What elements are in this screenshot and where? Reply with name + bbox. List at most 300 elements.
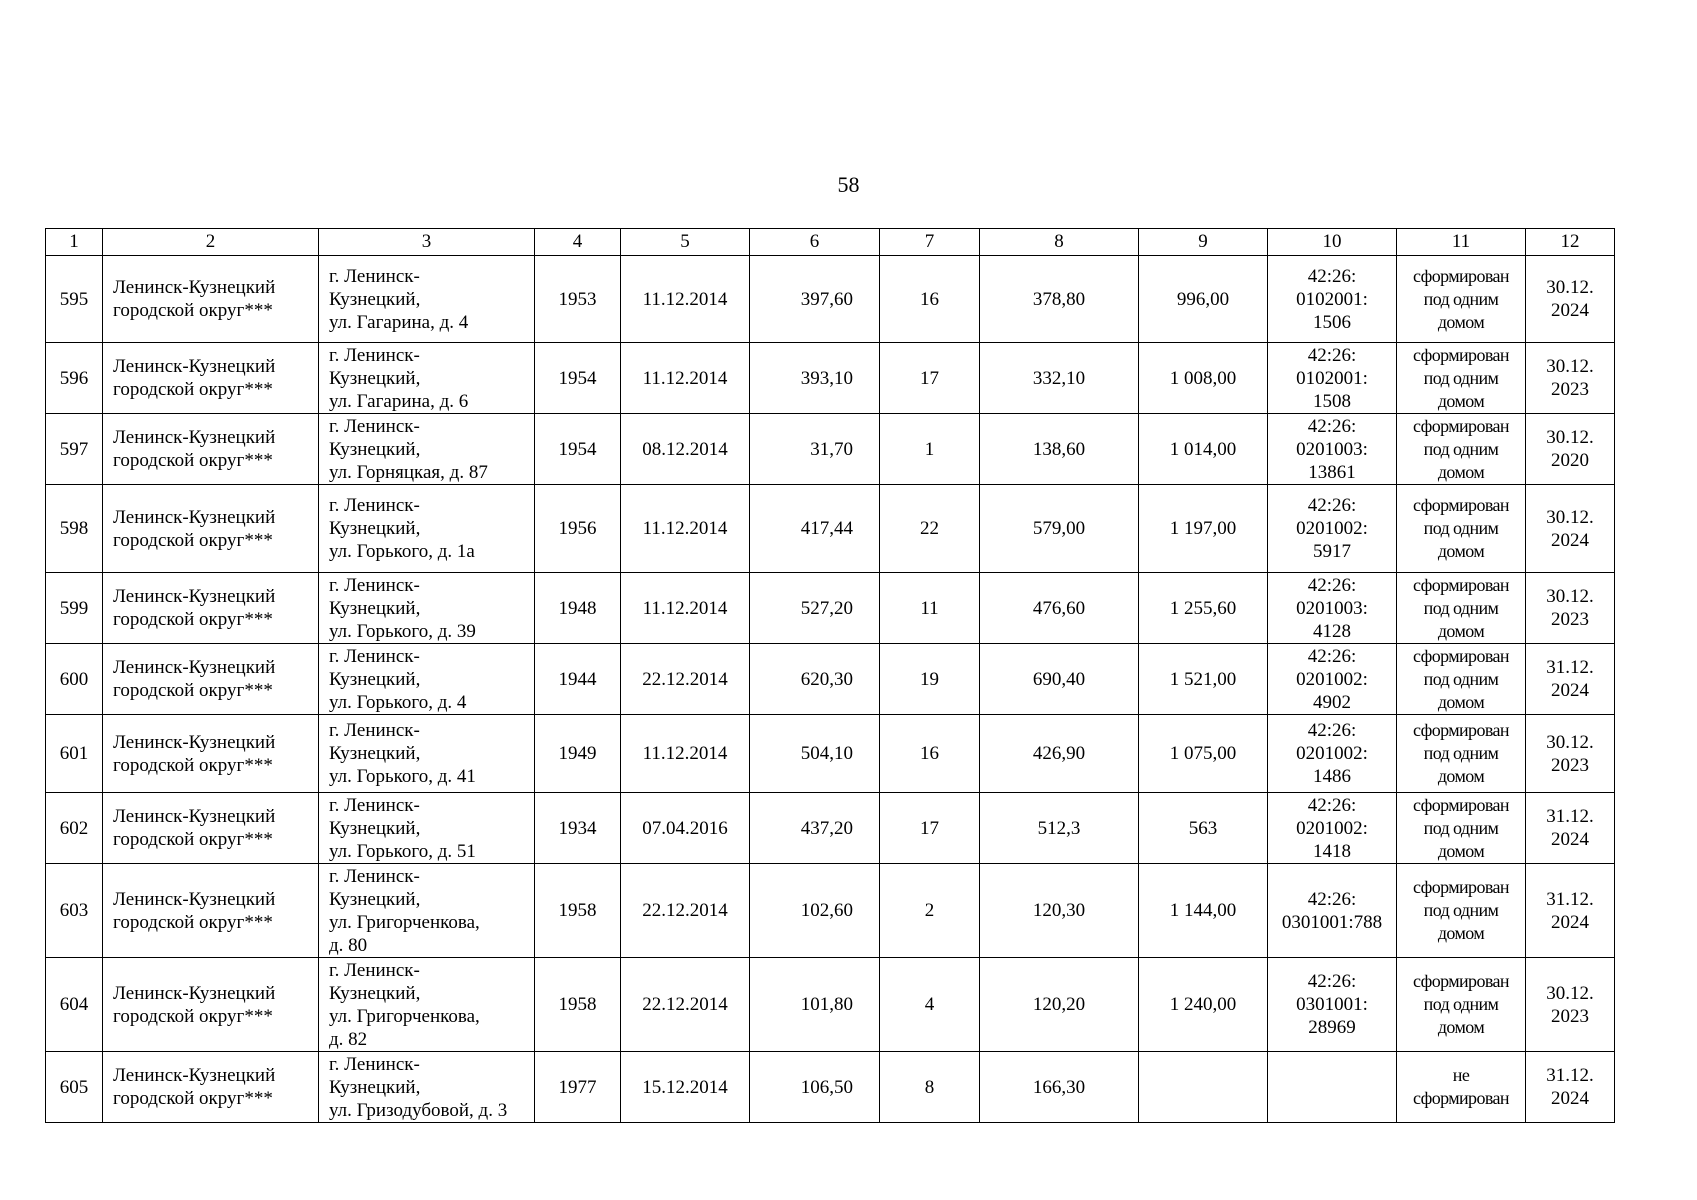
- land-status-cell: [1397, 864, 1526, 958]
- cell-text: 1954: [558, 367, 597, 389]
- cell-text: 17: [920, 367, 939, 389]
- column-number: 6: [750, 229, 880, 256]
- cell-line: под одним: [1423, 367, 1499, 388]
- cell-text: 166,30: [1032, 1076, 1086, 1098]
- cell-text: 604: [59, 994, 89, 1015]
- cell-text: 4: [924, 994, 935, 1015]
- address-cell: [319, 958, 535, 1052]
- cell-text: 1949: [558, 743, 597, 764]
- residents-cell: [880, 1052, 980, 1123]
- cell-line: 0102001:: [1296, 288, 1368, 310]
- area-cell: [750, 573, 880, 644]
- cell-line: под одним: [1423, 994, 1499, 1014]
- cell-line: Кузнецкий,: [329, 438, 421, 460]
- cell-text: 07.04.2016: [642, 817, 728, 839]
- cadastral-number-cell: [1268, 256, 1397, 343]
- municipality-cell: [103, 414, 319, 485]
- cell-line: ул. Григорченкова,: [329, 1005, 480, 1027]
- row-number-cell: [46, 958, 103, 1052]
- cadastral-number-cell: [1268, 414, 1397, 485]
- cell-line: г. Ленинск-: [329, 645, 420, 667]
- date-cell: [621, 573, 750, 644]
- cell-line: 4128: [1313, 620, 1351, 642]
- area2-cell: [980, 1052, 1139, 1123]
- cell-text: 601: [59, 743, 89, 764]
- cell-text: 1944: [558, 668, 597, 690]
- cell-line: 30.12.: [1546, 277, 1594, 298]
- table-row: [46, 256, 1615, 343]
- cell-line: сформирован: [1413, 574, 1509, 595]
- cadastral-number-cell: [1268, 715, 1397, 793]
- cell-text: 1977: [558, 1076, 597, 1098]
- area2-cell: [980, 485, 1139, 573]
- deadline-cell: [1526, 864, 1615, 958]
- cell-line: 2020: [1551, 450, 1589, 471]
- year-cell: [535, 644, 621, 715]
- year-cell: [535, 485, 621, 573]
- cell-line: под одним: [1423, 597, 1499, 618]
- cell-line: 2024: [1551, 911, 1589, 933]
- cell-line: 31.12.: [1546, 657, 1594, 678]
- cell-text: 11.12.2014: [642, 597, 728, 619]
- cell-text: 605: [59, 1076, 89, 1098]
- cell-text: 504,10: [800, 743, 853, 764]
- cell-line: 30.12.: [1546, 427, 1594, 448]
- area-cell: [750, 414, 880, 485]
- cell-line: ул. Горького, д. 39: [329, 620, 476, 642]
- cell-line: Ленинск-Кузнецкий: [113, 982, 276, 1004]
- address-cell: [319, 644, 535, 715]
- cell-line: сформирован: [1413, 971, 1509, 991]
- cell-line: домом: [1437, 766, 1485, 786]
- date-cell: [621, 715, 750, 793]
- cell-line: домом: [1437, 691, 1485, 712]
- land-status-cell: [1397, 1052, 1526, 1123]
- cell-line: Кузнецкий,: [329, 888, 421, 910]
- column-number: 1: [46, 229, 103, 256]
- cell-line: под одним: [1423, 743, 1499, 763]
- cell-line: Кузнецкий,: [329, 668, 421, 690]
- cell-line: ул. Гризодубовой, д. 3: [329, 1099, 508, 1121]
- cell-line: ул. Горького, д. 41: [329, 766, 476, 787]
- cell-text: 1953: [558, 288, 597, 310]
- land-area-cell: [1139, 958, 1268, 1052]
- cell-line: городской округ***: [113, 911, 273, 933]
- area2-cell: [980, 864, 1139, 958]
- cell-text: 11.12.2014: [642, 518, 728, 539]
- cell-line: г. Ленинск-: [329, 794, 420, 816]
- area-cell: [750, 864, 880, 958]
- area2-cell: [980, 343, 1139, 414]
- column-number: 4: [535, 229, 621, 256]
- cell-line: 0201003:: [1296, 438, 1368, 460]
- cell-line: городской округ***: [113, 1088, 273, 1109]
- cell-line: сформирован: [1413, 495, 1509, 515]
- cell-text: 417,44: [800, 518, 853, 539]
- cell-line: ул. Горького, д. 4: [329, 691, 467, 713]
- residents-cell: [880, 715, 980, 793]
- cell-text: 1 240,00: [1169, 994, 1237, 1015]
- cell-text: 22.12.2014: [642, 668, 728, 690]
- cell-line: г. Ленинск-: [329, 265, 420, 287]
- cell-line: 0201002:: [1296, 817, 1368, 839]
- cell-line: 2024: [1551, 300, 1589, 321]
- cell-text: 1 144,00: [1169, 900, 1237, 921]
- land-area-cell: [1139, 1052, 1268, 1123]
- land-area-cell: [1139, 793, 1268, 864]
- deadline-cell: [1526, 256, 1615, 343]
- table-row: [46, 343, 1615, 414]
- cell-text: 437,20: [800, 817, 853, 839]
- cell-line: домом: [1437, 461, 1485, 482]
- column-number: 5: [621, 229, 750, 256]
- cell-line: 30.12.: [1546, 731, 1594, 753]
- area-cell: [750, 485, 880, 573]
- cell-text: 22.12.2014: [642, 994, 728, 1015]
- row-number-cell: [46, 573, 103, 644]
- cell-text: 120,20: [1032, 994, 1086, 1015]
- cell-line: г. Ленинск-: [329, 959, 420, 981]
- deadline-cell: [1526, 958, 1615, 1052]
- land-status-cell: [1397, 958, 1526, 1052]
- cell-text: 600: [59, 668, 89, 690]
- cell-line: Кузнецкий,: [329, 518, 421, 539]
- cell-line: сформирован: [1413, 1088, 1509, 1108]
- cell-line: Кузнецкий,: [329, 597, 421, 619]
- cell-text: 620,30: [800, 668, 853, 690]
- deadline-cell: [1526, 485, 1615, 573]
- cell-line: г. Ленинск-: [329, 1053, 420, 1075]
- deadline-cell: [1526, 715, 1615, 793]
- year-cell: [535, 573, 621, 644]
- cell-text: 1948: [558, 597, 597, 619]
- land-status-cell: [1397, 644, 1526, 715]
- cell-line: ул. Горького, д. 1а: [329, 541, 475, 562]
- date-cell: [621, 256, 750, 343]
- area-cell: [750, 793, 880, 864]
- cell-text: 15.12.2014: [642, 1076, 728, 1098]
- cadastral-number-cell: [1268, 485, 1397, 573]
- cell-line: 2024: [1551, 529, 1589, 551]
- cell-text: 1 521,00: [1169, 668, 1237, 690]
- cell-line: ул. Гагарина, д. 4: [329, 311, 469, 333]
- land-status-cell: [1397, 256, 1526, 343]
- address-cell: [319, 715, 535, 793]
- cell-line: 2024: [1551, 829, 1589, 850]
- cell-line: 42:26:: [1307, 645, 1357, 667]
- area2-cell: [980, 573, 1139, 644]
- cell-text: 1 014,00: [1169, 438, 1237, 460]
- cell-text: 597: [59, 438, 89, 460]
- deadline-cell: [1526, 1052, 1615, 1123]
- residents-cell: [880, 256, 980, 343]
- cell-line: городской округ***: [113, 754, 273, 776]
- cell-line: Кузнецкий,: [329, 288, 421, 310]
- cell-text: 426,90: [1032, 743, 1086, 764]
- cell-line: ул. Гагарина, д. 6: [329, 390, 469, 412]
- table-row: [46, 1052, 1615, 1123]
- address-cell: [319, 573, 535, 644]
- cell-line: 42:26:: [1307, 720, 1357, 741]
- cell-line: городской округ***: [113, 450, 273, 471]
- area-cell: [750, 958, 880, 1052]
- cell-line: д. 82: [329, 1028, 368, 1050]
- table-row: [46, 958, 1615, 1052]
- municipality-cell: [103, 958, 319, 1052]
- table-row: [46, 414, 1615, 485]
- cell-line: Ленинск-Кузнецкий: [113, 1065, 276, 1086]
- year-cell: [535, 958, 621, 1052]
- cell-text: 1956: [558, 518, 597, 539]
- cadastral-number-cell: [1268, 343, 1397, 414]
- cell-text: 595: [59, 288, 89, 310]
- cell-line: г. Ленинск-: [329, 865, 420, 887]
- cell-line: сформирован: [1413, 265, 1509, 286]
- cell-text: 563: [1188, 817, 1218, 839]
- cell-line: д. 80: [329, 934, 368, 956]
- deadline-cell: [1526, 644, 1615, 715]
- cell-line: 0201002:: [1296, 518, 1368, 539]
- cell-text: 16: [920, 743, 939, 764]
- cell-line: 42:26:: [1307, 415, 1357, 437]
- cell-text: 1 255,60: [1169, 597, 1237, 619]
- address-cell: [319, 414, 535, 485]
- cell-line: городской округ***: [113, 379, 273, 400]
- row-number-cell: [46, 414, 103, 485]
- area-cell: [750, 256, 880, 343]
- cell-line: ул. Григорченкова,: [329, 911, 480, 933]
- cell-line: 1486: [1313, 766, 1351, 787]
- cell-line: 0201003:: [1296, 597, 1368, 619]
- column-number: 2: [103, 229, 319, 256]
- year-cell: [535, 414, 621, 485]
- row-number-cell: [46, 1052, 103, 1123]
- cell-text: 1958: [558, 900, 597, 921]
- land-area-cell: [1139, 256, 1268, 343]
- deadline-cell: [1526, 793, 1615, 864]
- cell-line: 2023: [1551, 754, 1589, 776]
- cell-text: 393,10: [800, 367, 853, 389]
- cell-line: под одним: [1423, 438, 1499, 459]
- deadline-cell: [1526, 573, 1615, 644]
- cell-line: Ленинск-Кузнецкий: [113, 888, 276, 910]
- year-cell: [535, 864, 621, 958]
- cell-text: 996,00: [1176, 288, 1230, 310]
- cell-line: 0201002:: [1296, 743, 1368, 764]
- cell-text: 599: [59, 597, 89, 619]
- cell-line: 2024: [1551, 1088, 1589, 1109]
- cell-text: 22.12.2014: [642, 900, 728, 921]
- cell-line: сформирован: [1413, 877, 1509, 897]
- cell-line: городской округ***: [113, 1005, 273, 1027]
- land-area-cell: [1139, 343, 1268, 414]
- cell-text: 512,3: [1037, 817, 1081, 839]
- area2-cell: [980, 793, 1139, 864]
- area2-cell: [980, 256, 1139, 343]
- residents-cell: [880, 414, 980, 485]
- residents-cell: [880, 864, 980, 958]
- cell-line: под одним: [1423, 288, 1499, 309]
- column-number: 3: [319, 229, 535, 256]
- cell-line: под одним: [1423, 518, 1499, 538]
- cell-line: домом: [1437, 390, 1485, 411]
- cell-line: 31.12.: [1546, 806, 1594, 827]
- row-number-cell: [46, 256, 103, 343]
- cell-line: сформирован: [1413, 645, 1509, 666]
- year-cell: [535, 1052, 621, 1123]
- residents-cell: [880, 644, 980, 715]
- municipality-cell: [103, 793, 319, 864]
- year-cell: [535, 256, 621, 343]
- municipality-cell: [103, 573, 319, 644]
- address-cell: [319, 864, 535, 958]
- cell-text: 8: [924, 1076, 935, 1098]
- cell-line: 42:26:: [1307, 265, 1357, 287]
- row-number-cell: [46, 343, 103, 414]
- housing-registry-table: [45, 228, 1615, 1123]
- cell-text: 690,40: [1032, 668, 1086, 690]
- cell-text: 1 008,00: [1169, 367, 1237, 389]
- area-cell: [750, 644, 880, 715]
- area-cell: [750, 715, 880, 793]
- cadastral-number-cell: [1268, 1052, 1397, 1123]
- cell-line: городской округ***: [113, 300, 273, 321]
- cell-text: 120,30: [1032, 900, 1086, 921]
- cell-line: 42:26:: [1307, 574, 1357, 596]
- cell-line: городской округ***: [113, 829, 273, 850]
- cell-line: г. Ленинск-: [329, 344, 420, 366]
- cadastral-number-cell: [1268, 573, 1397, 644]
- cell-line: г. Ленинск-: [329, 574, 420, 596]
- land-status-cell: [1397, 573, 1526, 644]
- municipality-cell: [103, 343, 319, 414]
- cell-line: Ленинск-Кузнецкий: [113, 731, 276, 753]
- year-cell: [535, 793, 621, 864]
- address-cell: [319, 256, 535, 343]
- cell-line: Кузнецкий,: [329, 367, 421, 389]
- column-number: 9: [1139, 229, 1268, 256]
- cell-line: 30.12.: [1546, 586, 1594, 607]
- column-number-row: [46, 229, 1615, 256]
- municipality-cell: [103, 1052, 319, 1123]
- cell-text: 2: [924, 900, 935, 921]
- cell-line: городской округ***: [113, 609, 273, 630]
- cell-line: не: [1452, 1065, 1470, 1085]
- cell-text: 31,70: [810, 438, 853, 460]
- date-cell: [621, 793, 750, 864]
- cell-line: Кузнецкий,: [329, 743, 421, 764]
- cell-line: 42:26:: [1307, 971, 1357, 992]
- cell-line: сформирован: [1413, 415, 1509, 436]
- cell-text: 11.12.2014: [642, 743, 728, 764]
- cell-text: 16: [920, 288, 939, 310]
- cell-line: 42:26:: [1307, 888, 1357, 910]
- deadline-cell: [1526, 343, 1615, 414]
- cell-text: 1958: [558, 994, 597, 1015]
- cell-text: 1934: [558, 817, 597, 839]
- cadastral-number-cell: [1268, 793, 1397, 864]
- area-cell: [750, 1052, 880, 1123]
- cell-line: под одним: [1423, 900, 1499, 920]
- row-number-cell: [46, 864, 103, 958]
- cell-line: г. Ленинск-: [329, 415, 420, 437]
- cell-line: 2023: [1551, 609, 1589, 630]
- cell-line: 13861: [1308, 461, 1356, 483]
- cadastral-number-cell: [1268, 958, 1397, 1052]
- cell-line: 30.12.: [1546, 356, 1594, 377]
- table-row: [46, 485, 1615, 573]
- cell-line: 30.12.: [1546, 506, 1594, 528]
- cell-line: 1418: [1313, 840, 1351, 862]
- address-cell: [319, 793, 535, 864]
- cell-line: Ленинск-Кузнецкий: [113, 657, 276, 678]
- land-area-cell: [1139, 414, 1268, 485]
- cell-text: 1: [924, 438, 935, 460]
- cell-line: домом: [1437, 541, 1485, 561]
- table-row: [46, 644, 1615, 715]
- cell-line: Ленинск-Кузнецкий: [113, 277, 276, 298]
- cell-line: Кузнецкий,: [329, 1076, 421, 1098]
- cell-line: Кузнецкий,: [329, 982, 421, 1004]
- cell-text: 11.12.2014: [642, 367, 728, 389]
- cell-text: 102,60: [800, 900, 853, 921]
- land-area-cell: [1139, 864, 1268, 958]
- cell-line: Ленинск-Кузнецкий: [113, 586, 276, 607]
- cell-line: ул. Горняцкая, д. 87: [329, 461, 488, 483]
- cell-line: сформирован: [1413, 794, 1509, 815]
- cell-text: 11: [920, 597, 939, 619]
- date-cell: [621, 1052, 750, 1123]
- registry-body: [46, 256, 1615, 1123]
- cell-text: 1954: [558, 438, 597, 460]
- cell-line: 2024: [1551, 680, 1589, 701]
- land-status-cell: [1397, 715, 1526, 793]
- cell-line: 2023: [1551, 1005, 1589, 1027]
- table-row: [46, 573, 1615, 644]
- address-cell: [319, 1052, 535, 1123]
- cell-line: 30.12.: [1546, 982, 1594, 1004]
- residents-cell: [880, 343, 980, 414]
- cell-text: 19: [920, 668, 939, 690]
- cell-text: 332,10: [1032, 367, 1086, 389]
- column-number: 8: [980, 229, 1139, 256]
- land-status-cell: [1397, 793, 1526, 864]
- cell-line: Ленинск-Кузнецкий: [113, 427, 276, 448]
- address-cell: [319, 485, 535, 573]
- residents-cell: [880, 573, 980, 644]
- land-status-cell: [1397, 414, 1526, 485]
- cell-line: 42:26:: [1307, 495, 1357, 516]
- date-cell: [621, 414, 750, 485]
- cell-line: 4902: [1313, 691, 1351, 713]
- cell-line: 0102001:: [1296, 367, 1368, 389]
- cell-line: 2023: [1551, 379, 1589, 400]
- cell-line: домом: [1437, 620, 1485, 641]
- cell-line: домом: [1437, 840, 1485, 861]
- cell-text: 101,80: [800, 994, 853, 1015]
- cell-text: 1 075,00: [1169, 743, 1237, 764]
- page-number: 58: [837, 172, 860, 197]
- cell-line: Ленинск-Кузнецкий: [113, 806, 276, 827]
- cell-text: 579,00: [1032, 518, 1086, 539]
- cell-line: 0301001:788: [1281, 911, 1383, 933]
- cell-line: ул. Горького, д. 51: [329, 840, 476, 862]
- column-number: 12: [1526, 229, 1615, 256]
- cell-line: 42:26:: [1307, 794, 1357, 816]
- cell-line: 42:26:: [1307, 344, 1357, 366]
- row-number-cell: [46, 644, 103, 715]
- area2-cell: [980, 644, 1139, 715]
